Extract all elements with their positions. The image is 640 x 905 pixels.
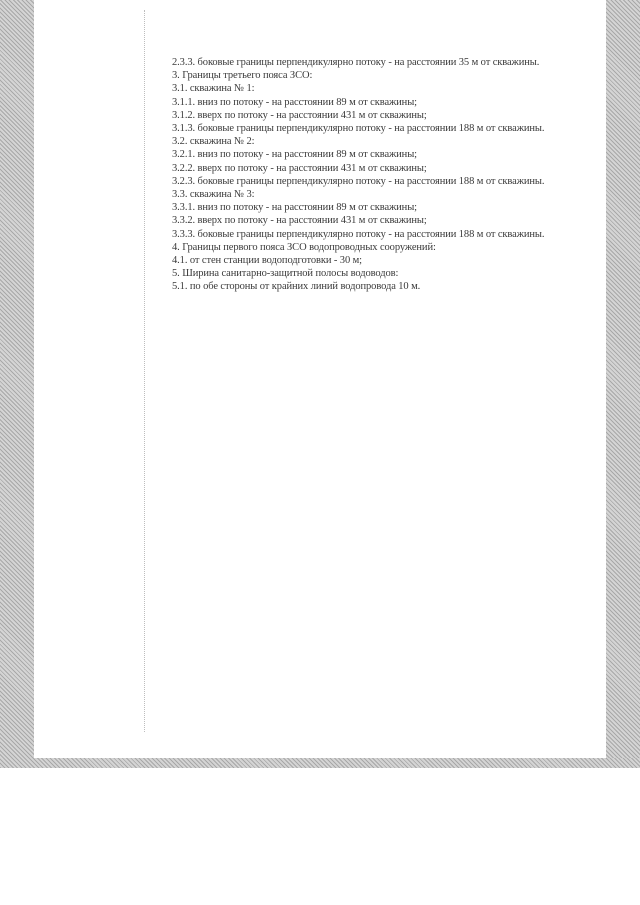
paragraph-5-1: 5.1. по обе стороны от крайних линий водопровода 10 м. xyxy=(172,281,421,293)
paragraph-3-1-3: 3.1.3. боковые границы перпендикулярно потоку - на расстоянии 188 м от скважины. xyxy=(172,123,545,135)
heading-section-5: 5. Ширина санитарно-защитной полосы водоводов: xyxy=(172,268,399,280)
paragraph-3-1-1: 3.1.1. вниз по потоку - на расстоянии 89 м от скважины; xyxy=(172,96,417,108)
paragraph-3-2-2: 3.2.2. вверх по потоку - на расстоянии 431 м от скважины; xyxy=(172,162,427,174)
document-body xyxy=(172,56,550,294)
paragraph-3-3-2: 3.3.2. вверх по потоку - на расстоянии 431 м от скважины; xyxy=(172,215,427,227)
paragraph-3-3-1: 3.3.1. вниз по потоку - на расстоянии 89 м от скважины; xyxy=(172,202,417,214)
paragraph-3-2-1: 3.2.1. вниз по потоку - на расстоянии 89 м от скважины; xyxy=(172,149,417,161)
paragraph-3-3-3: 3.3.3. боковые границы перпендикулярно потоку - на расстоянии 188 м от скважины. xyxy=(172,228,545,240)
heading-section-3: 3. Границы третьего пояса ЗСО: xyxy=(172,70,313,82)
paragraph-3-1-2: 3.1.2. вверх по потоку - на расстоянии 431 м от скважины; xyxy=(172,109,427,121)
paragraph-2-3-3: 2.3.3. боковые границы перпендикулярно потоку - на расстоянии 35 м от скважины. xyxy=(172,57,540,68)
heading-section-4: 4. Границы первого пояса ЗСО водопроводных сооружений: xyxy=(172,241,436,253)
subheading-well-2: 3.2. скважина № 2: xyxy=(172,136,255,148)
subheading-well-1: 3.1. скважина № 1: xyxy=(172,83,255,95)
subheading-well-3: 3.3. скважина № 3: xyxy=(172,189,255,201)
paragraph-3-2-3: 3.2.3. боковые границы перпендикулярно потоку - на расстоянии 188 м от скважины. xyxy=(172,175,545,187)
left-margin-line xyxy=(144,10,145,732)
paragraph-4-1: 4.1. от стен станции водоподготовки - 30 м; xyxy=(172,255,362,267)
